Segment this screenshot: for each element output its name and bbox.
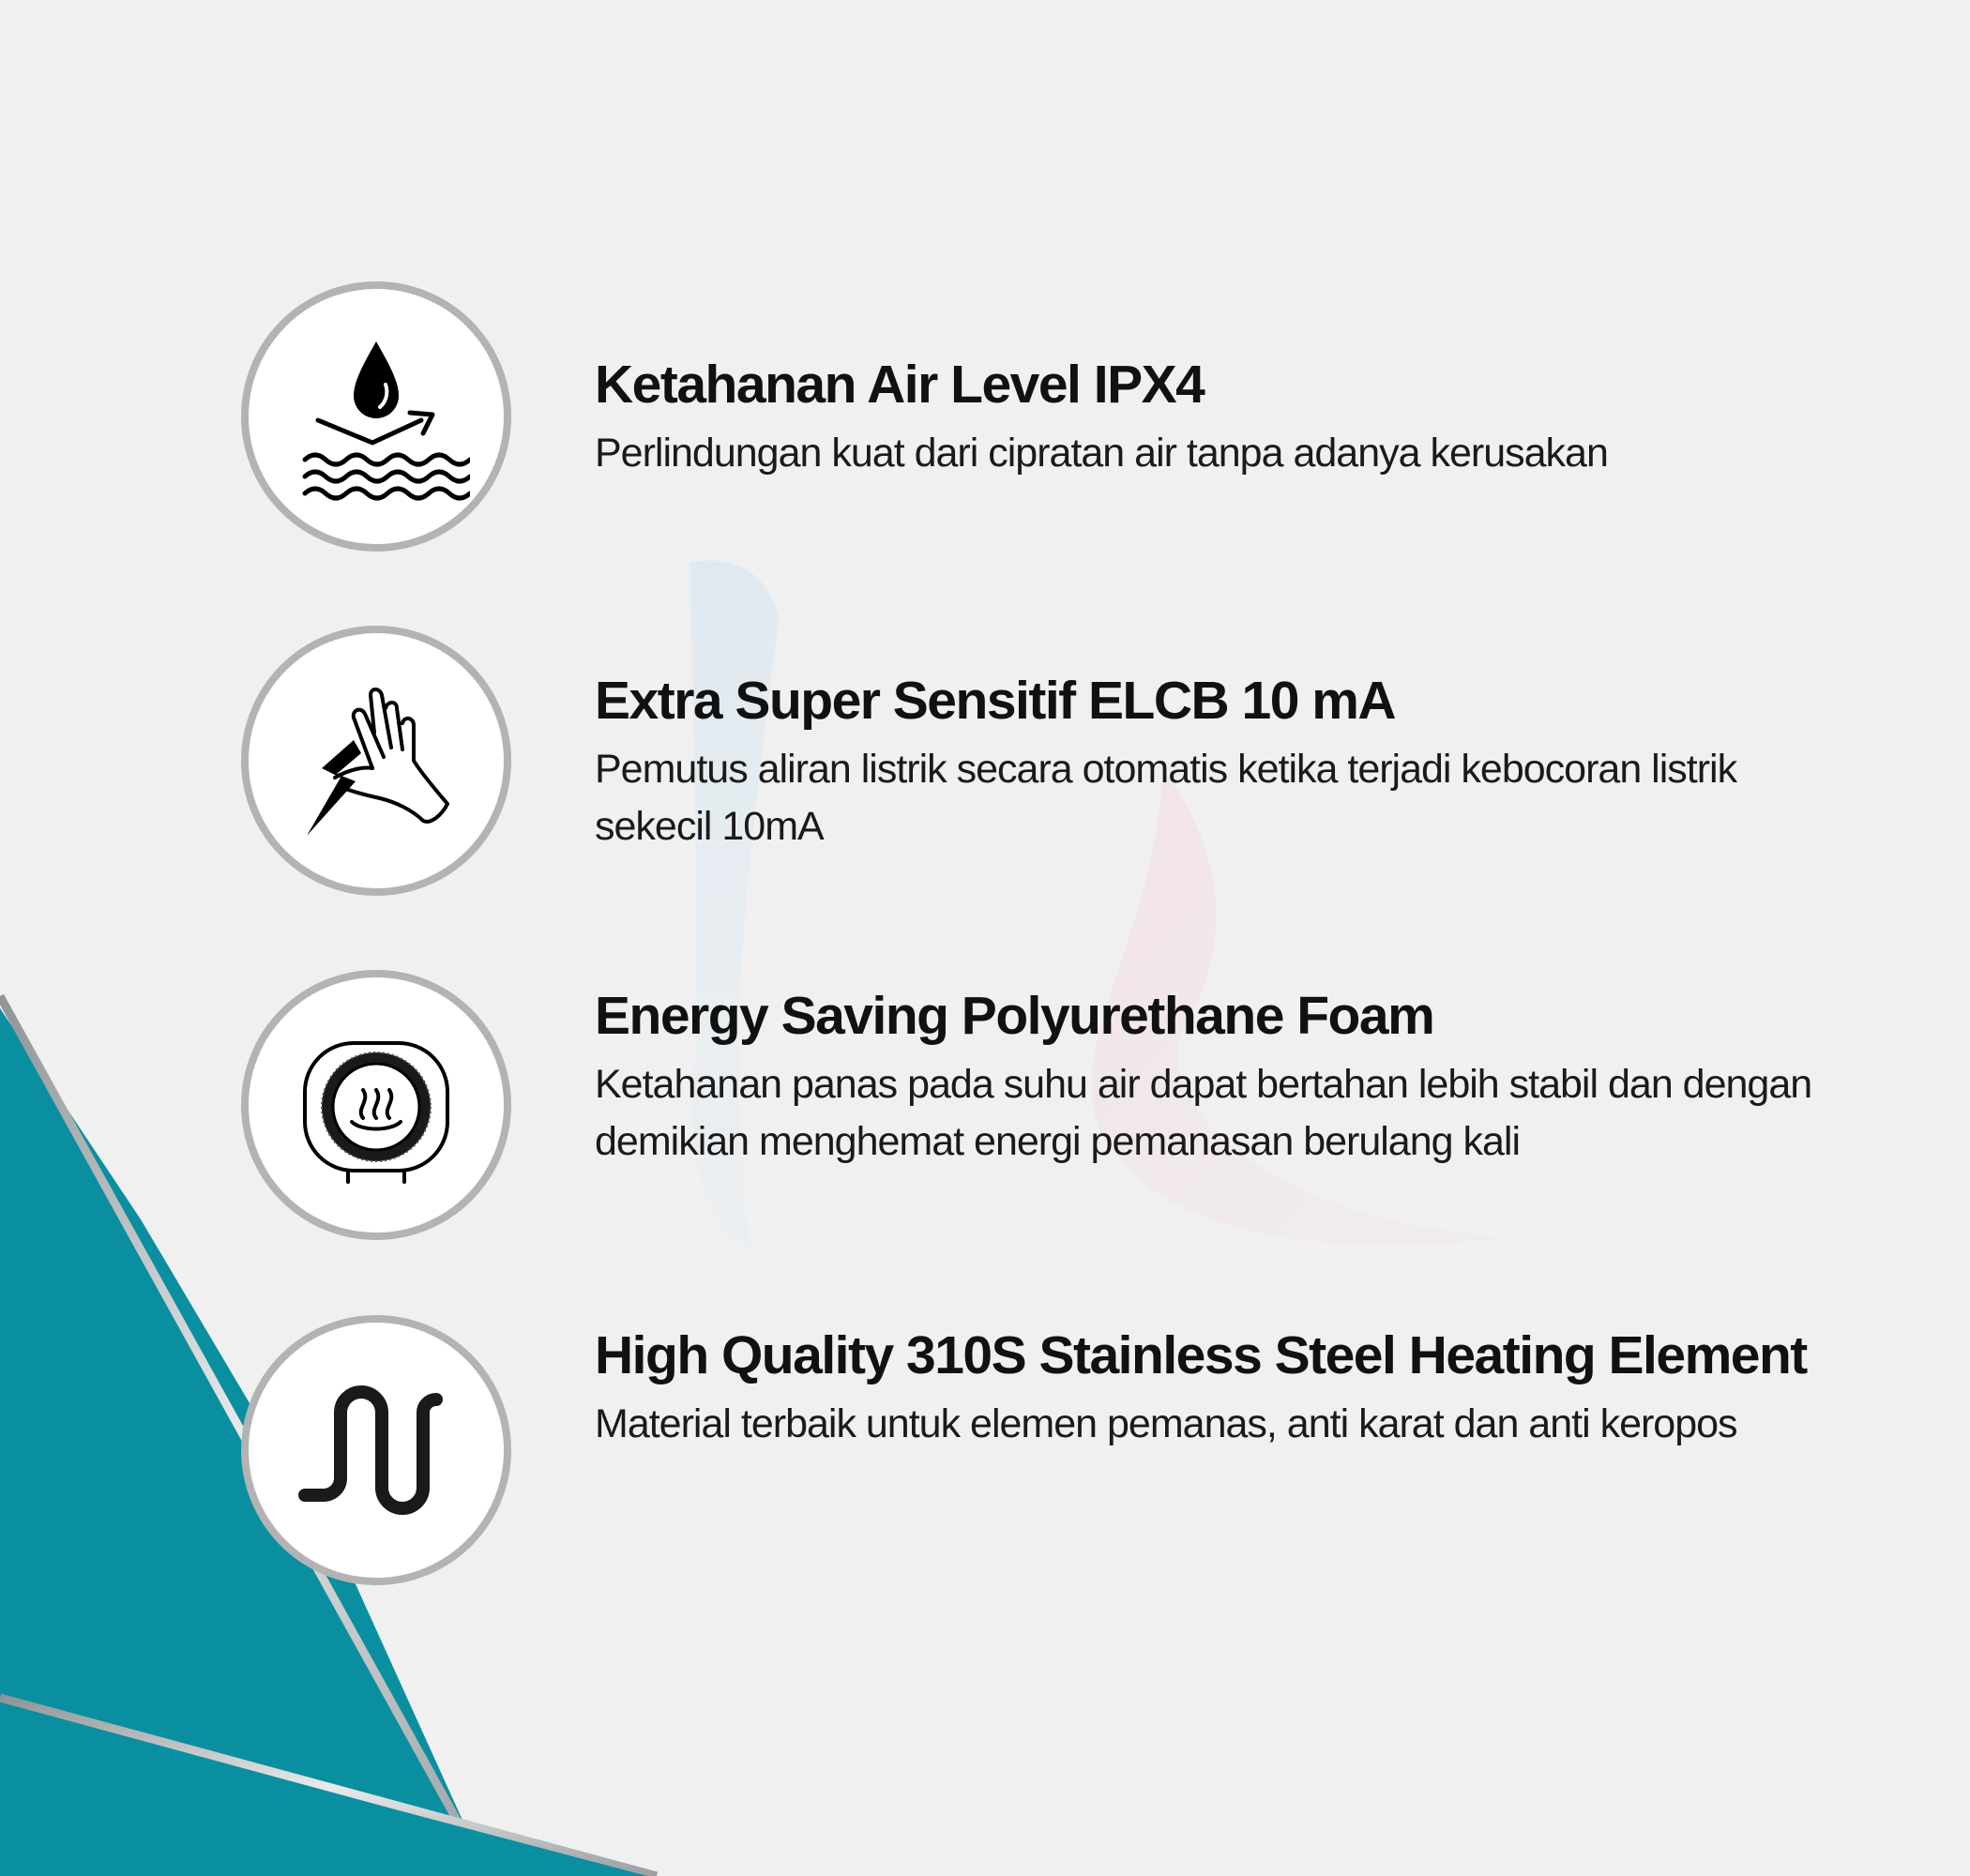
insulated-tank-heat-icon <box>241 970 511 1240</box>
feature-title: High Quality 310S Stainless Steel Heating Element <box>595 1325 1807 1385</box>
feature-title: Energy Saving Polyurethane Foam <box>595 986 1434 1046</box>
feature-title: Extra Super Sensitif ELCB 10 mA <box>595 671 1396 731</box>
feature-description: Ketahanan panas pada suhu air dapat bertahan lebih stabil dan dengan demikian menghemat energi pemanasan berulang kali <box>595 1062 1812 1164</box>
water-drop-waves-icon <box>241 281 511 552</box>
feature-description: Material terbaik untuk elemen pemanas, anti karat dan anti keropos <box>595 1401 1737 1446</box>
feature-description: Perlindungan kuat dari cipratan air tanpa adanya kerusakan <box>595 431 1608 476</box>
hand-electric-shock-icon <box>241 626 511 896</box>
feature-title: Ketahanan Air Level IPX4 <box>595 355 1205 415</box>
feature-description: Pemutus aliran listrik secara otomatis ketika terjadi kebocoran listrik sekecil 10mA <box>595 747 1737 849</box>
heating-element-icon <box>241 1315 511 1585</box>
